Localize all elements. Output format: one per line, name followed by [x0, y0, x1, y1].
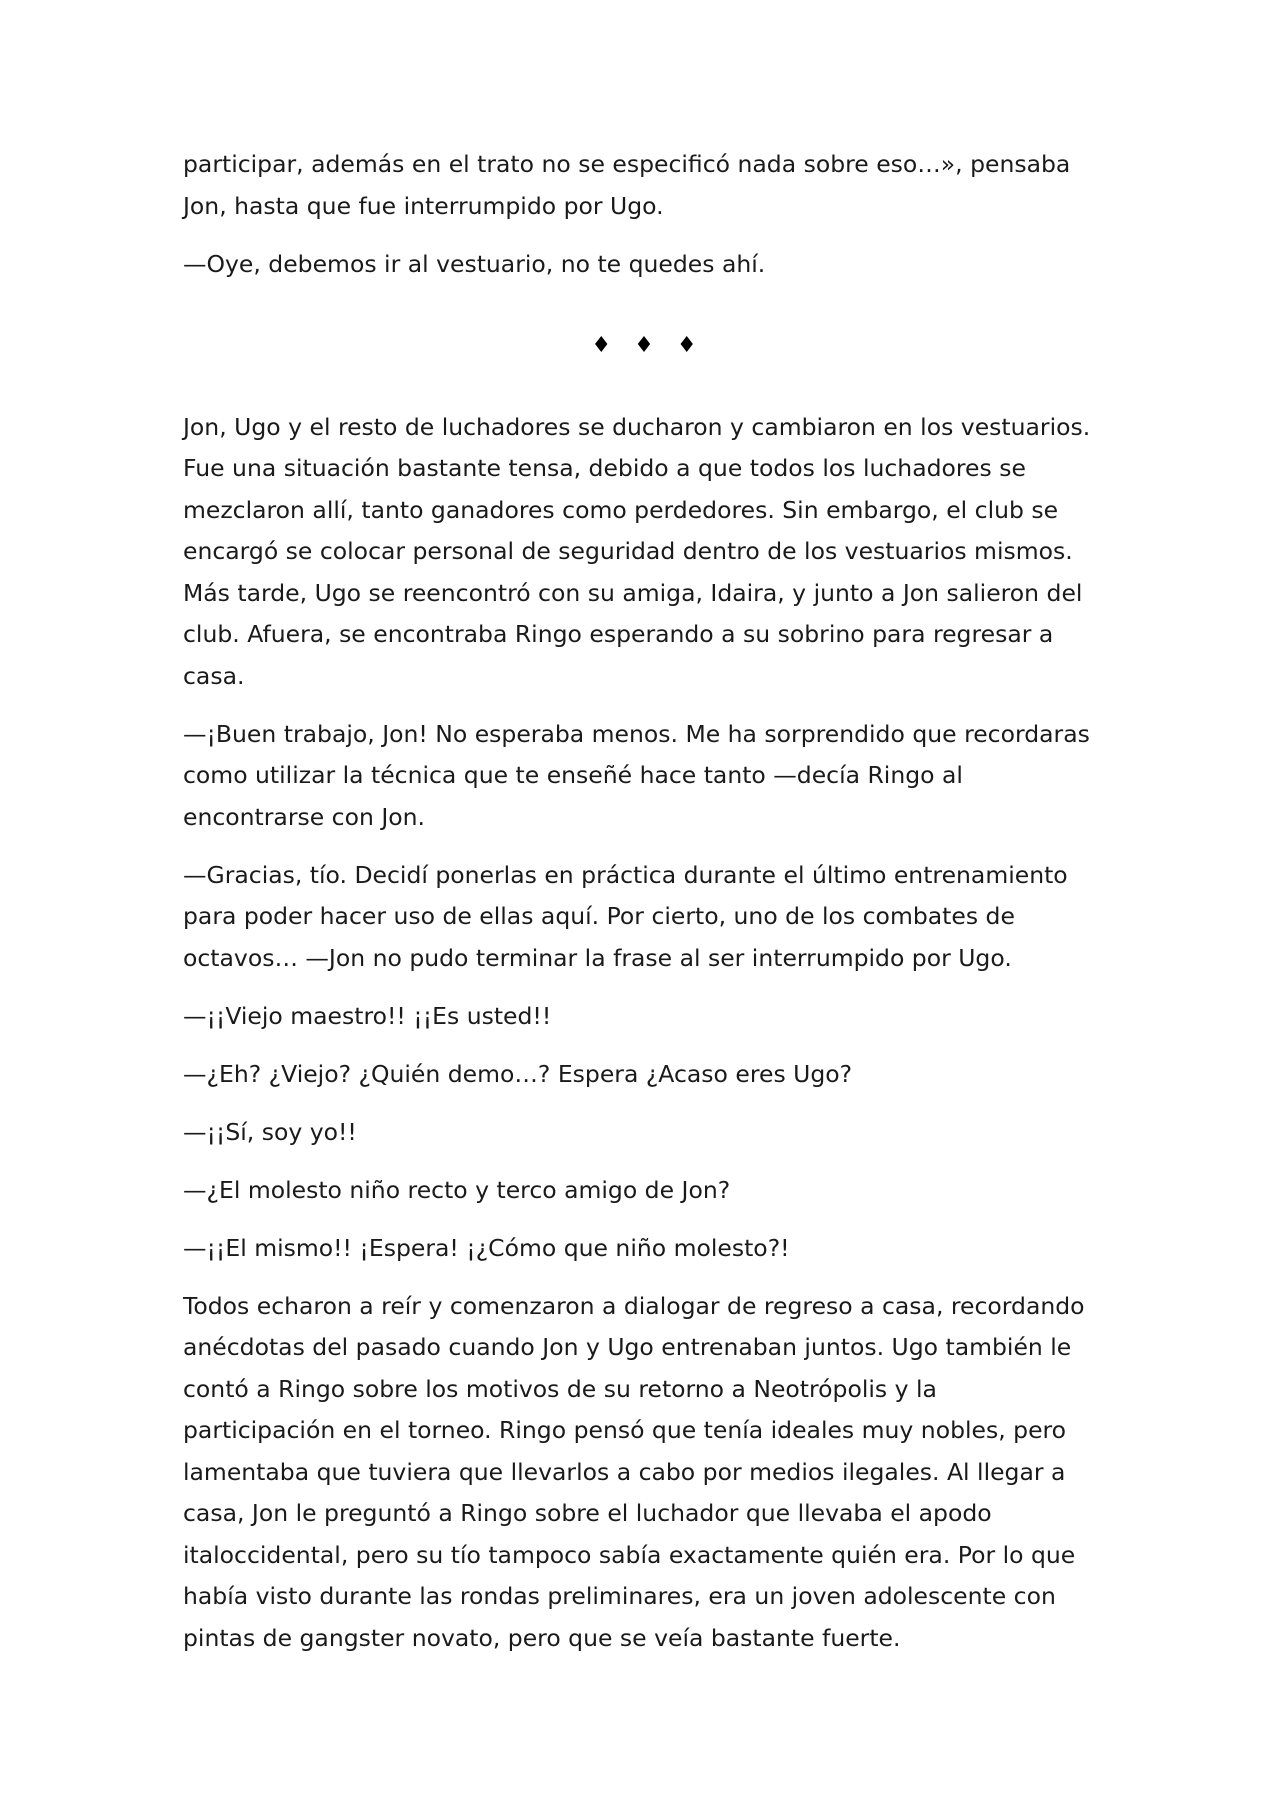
text-line: octavos… —Jon no pudo terminar la frase al ser interrumpido por Ugo.	[183, 943, 1012, 972]
text-line: Jon, Ugo y el resto de luchadores se ducharon y cambiaron en los vestuarios.	[183, 412, 1091, 441]
text-line: Jon, hasta que fue interrumpido por Ugo.	[183, 191, 664, 220]
paragraph	[183, 407, 1113, 698]
text-line: participar, además en el trato no se especificó nada sobre eso…», pensaba	[183, 150, 1071, 178]
text-line: —¿El molesto niño recto y terco amigo de Jon?	[183, 1175, 731, 1204]
text-line: Todos echaron a reír y comenzaron a dialogar de regreso a casa, recordando	[183, 1291, 1085, 1320]
text-line: contó a Ringo sobre los motivos de su retorno a Neotrópolis y la	[183, 1374, 937, 1403]
dialogue-paragraph	[183, 1170, 1113, 1212]
text-line: —¡¡Sí, soy yo!!	[183, 1117, 357, 1146]
text-line: pintas de gangster novato, pero que se veía bastante fuerte.	[183, 1623, 901, 1652]
dialogue-paragraph	[183, 1228, 1113, 1270]
text-line: encargó se colocar personal de seguridad dentro de los vestuarios mismos.	[183, 537, 1073, 565]
dialogue-paragraph	[183, 855, 1113, 980]
text-line: Más tarde, Ugo se reencontró con su amiga, Idaira, y junto a Jon salieron del	[183, 578, 1083, 607]
dialogue-paragraph	[183, 996, 1113, 1038]
text-line: —¡Buen trabajo, Jon! No esperaba menos. Me ha sorprendido que recordaras	[183, 719, 1090, 748]
dialogue-paragraph	[183, 714, 1113, 839]
text-line: —¿Eh? ¿Viejo? ¿Quién demo…? Espera ¿Acaso eres Ugo?	[183, 1059, 853, 1088]
text-line: participación en el torneo. Ringo pensó que tenía ideales muy nobles, pero	[183, 1416, 1067, 1444]
text-line: —Gracias, tío. Decidí ponerlas en práctica durante el último entrenamiento	[183, 860, 1068, 889]
text-line: club. Afuera, se encontraba Ringo esperando a su sobrino para regresar a	[183, 620, 1054, 648]
text-line: —¡¡Viejo maestro!! ¡¡Es usted!!	[183, 1001, 552, 1030]
section-separator	[183, 325, 1113, 367]
text-line: casa, Jon le preguntó a Ringo sobre el luchador que llevaba el apodo	[183, 1499, 992, 1527]
dialogue-paragraph	[183, 1054, 1113, 1096]
text-line: encontrarse con Jon.	[183, 802, 425, 831]
text-line: casa.	[183, 661, 245, 690]
separator-diamonds: ♦ ♦ ♦	[591, 333, 705, 358]
text-line: —Oye, debemos ir al vestuario, no te quedes ahí.	[183, 249, 766, 278]
paragraph	[183, 1286, 1113, 1660]
document-page	[183, 144, 1113, 1676]
text-line: italoccidental, pero su tío tampoco sabía exactamente quién era. Por lo que	[183, 1540, 1076, 1569]
text-line: Fue una situación bastante tensa, debido a que todos los luchadores se	[183, 454, 1026, 482]
text-line: anécdotas del pasado cuando Jon y Ugo entrenaban juntos. Ugo también le	[183, 1333, 1072, 1361]
dialogue-paragraph	[183, 244, 1113, 286]
text-line: mezclaron allí, tanto ganadores como perdedores. Sin embargo, el club se	[183, 495, 1059, 524]
paragraph	[183, 144, 1113, 227]
text-line: lamentaba que tuviera que llevarlos a cabo por medios ilegales. Al llegar a	[183, 1457, 1066, 1486]
text-line: —¡¡El mismo!! ¡Espera! ¡¿Cómo que niño molesto?!	[183, 1233, 790, 1262]
text-line: para poder hacer uso de ellas aquí. Por cierto, uno de los combates de	[183, 902, 1015, 930]
text-line: había visto durante las rondas preliminares, era un joven adolescente con	[183, 1582, 1056, 1610]
text-line: como utilizar la técnica que te enseñé hace tanto —decía Ringo al	[183, 761, 963, 789]
dialogue-paragraph	[183, 1112, 1113, 1154]
